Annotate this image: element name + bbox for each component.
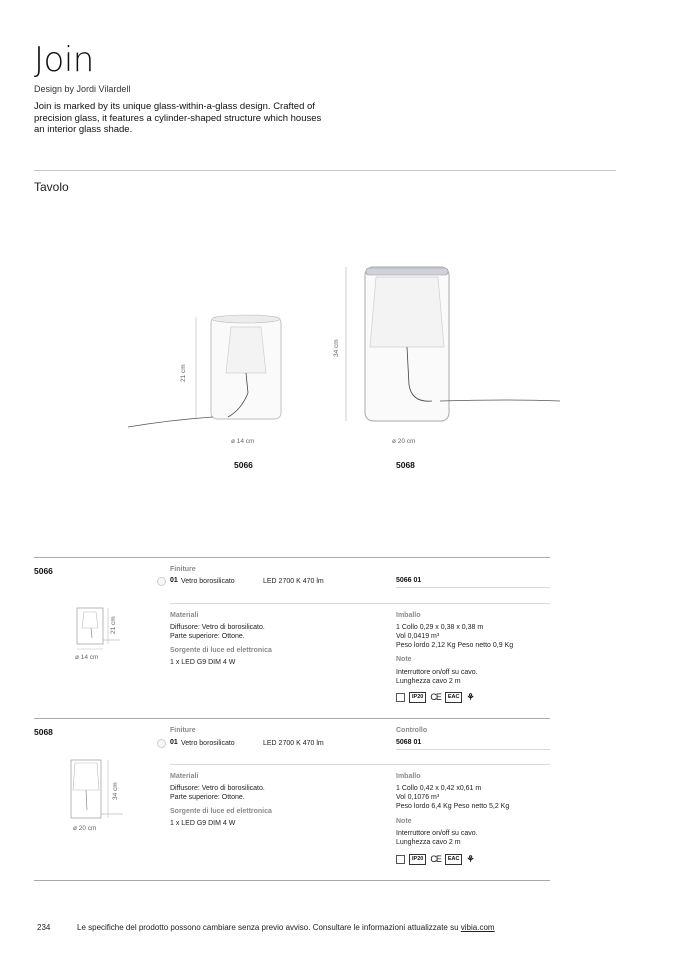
packing-header: Imballo <box>396 773 421 780</box>
product-height: 34 cm <box>112 782 119 800</box>
divider <box>34 170 616 171</box>
eac-mark-icon: EAC <box>445 854 463 865</box>
product-reference: 5066 01 <box>396 577 422 584</box>
packing-header: Imballo <box>396 612 421 619</box>
finish-swatch-icon[interactable] <box>157 739 166 748</box>
divider <box>396 587 550 588</box>
website-link[interactable]: vibia.com <box>460 923 495 932</box>
small-lamp-diameter: ø 14 cm <box>231 438 255 445</box>
product-diameter: ø 14 cm <box>75 654 99 661</box>
divider <box>34 718 550 719</box>
light-source: 1 x LED G9 DIM 4 W <box>170 659 236 666</box>
light-source-header: Sorgente di luce ed elettronica <box>170 808 272 815</box>
packing-line: 1 Collo 0,42 x 0,42 x0,61 m <box>396 785 482 792</box>
materials-line: Parte superiore: Ottone. <box>170 794 245 801</box>
ce-mark-icon: CE <box>430 692 441 702</box>
large-lamp-drawing <box>365 267 560 421</box>
materials-header: Materiali <box>170 612 199 619</box>
hero-lamps-illustration <box>120 255 580 435</box>
class-ii-icon <box>396 693 405 702</box>
eac-mark-icon: EAC <box>445 692 463 703</box>
finish-header: Finiture <box>170 727 196 734</box>
footer-text: Le specifiche del prodotto possono cambiare senza previo avviso. Consultare le informazioni attualizzate su <box>77 923 459 932</box>
notes-header: Note <box>396 656 412 663</box>
led-spec: LED 2700 K 470 lm <box>263 740 324 747</box>
control-header: Controllo <box>396 727 428 734</box>
product-height: 21 cm <box>110 616 117 634</box>
ip-rating-icon: IP20 <box>409 854 426 865</box>
light-source-header: Sorgente di luce ed elettronica <box>170 647 272 654</box>
product-reference: 5068 01 <box>396 739 422 746</box>
large-lamp-code: 5068 <box>396 460 415 470</box>
finish-header: Finiture <box>170 566 196 573</box>
divider <box>396 749 550 750</box>
dimmable-icon: ⚘ <box>466 854 475 864</box>
light-source: 1 x LED G9 DIM 4 W <box>170 820 236 827</box>
large-lamp-height: 34 cm <box>333 339 340 357</box>
finish-number: 01 <box>170 739 178 746</box>
notes-line: Interruttore on/off su cavo. <box>396 830 478 837</box>
class-ii-icon <box>396 855 405 864</box>
divider <box>34 557 550 558</box>
finish-number: 01 <box>170 577 178 584</box>
materials-line: Diffusore: Vetro di borosilicato. <box>170 785 265 792</box>
ce-mark-icon: CE <box>430 854 441 864</box>
designer-credit: Design by Jordi Vilardell <box>34 84 131 94</box>
footer-note <box>77 923 495 932</box>
packing-line: Peso lordo 6,4 Kg Peso netto 5,2 Kg <box>396 803 510 810</box>
product-code: 5068 <box>34 727 53 737</box>
small-lamp-code: 5066 <box>234 460 253 470</box>
materials-header: Materiali <box>170 773 199 780</box>
packing-line: 1 Collo 0,29 x 0,38 x 0,38 m <box>396 624 484 631</box>
page-title: Join <box>34 40 94 80</box>
certification-icons <box>396 692 475 703</box>
small-lamp-drawing <box>128 315 281 427</box>
packing-line: Peso lordo 2,12 Kg Peso netto 0,9 Kg <box>396 642 514 649</box>
certification-icons <box>396 854 475 865</box>
ip-rating-icon: IP20 <box>409 692 426 703</box>
materials-line: Diffusore: Vetro di borosilicato. <box>170 624 265 631</box>
dimmable-icon: ⚘ <box>466 692 475 702</box>
page-number: 234 <box>37 923 51 932</box>
finish-name: Vetro borosilicato <box>181 578 235 585</box>
finish-swatch-icon[interactable] <box>157 577 166 586</box>
divider <box>34 880 550 881</box>
product-diameter: ø 20 cm <box>73 825 97 832</box>
notes-line: Lunghezza cavo 2 m <box>396 678 461 685</box>
materials-line: Parte superiore: Ottone. <box>170 633 245 640</box>
led-spec: LED 2700 K 470 lm <box>263 578 324 585</box>
packing-line: Vol 0,1076 m³ <box>396 794 440 801</box>
finish-name: Vetro borosilicato <box>181 740 235 747</box>
notes-line: Lunghezza cavo 2 m <box>396 839 461 846</box>
section-title: Tavolo <box>34 180 69 194</box>
large-lamp-diameter: ø 20 cm <box>392 438 416 445</box>
divider <box>170 603 550 604</box>
notes-header: Note <box>396 818 412 825</box>
notes-line: Interruttore on/off su cavo. <box>396 669 478 676</box>
product-description: Join is marked by its unique glass-within-a-glass design. Crafted of precision glass, it features a cylinder-shaped structure which houses an interior glass shade. <box>34 101 322 135</box>
packing-line: Vol 0,0419 m³ <box>396 633 440 640</box>
product-code: 5066 <box>34 566 53 576</box>
divider <box>170 764 550 765</box>
small-lamp-height: 21 cm <box>180 364 187 382</box>
